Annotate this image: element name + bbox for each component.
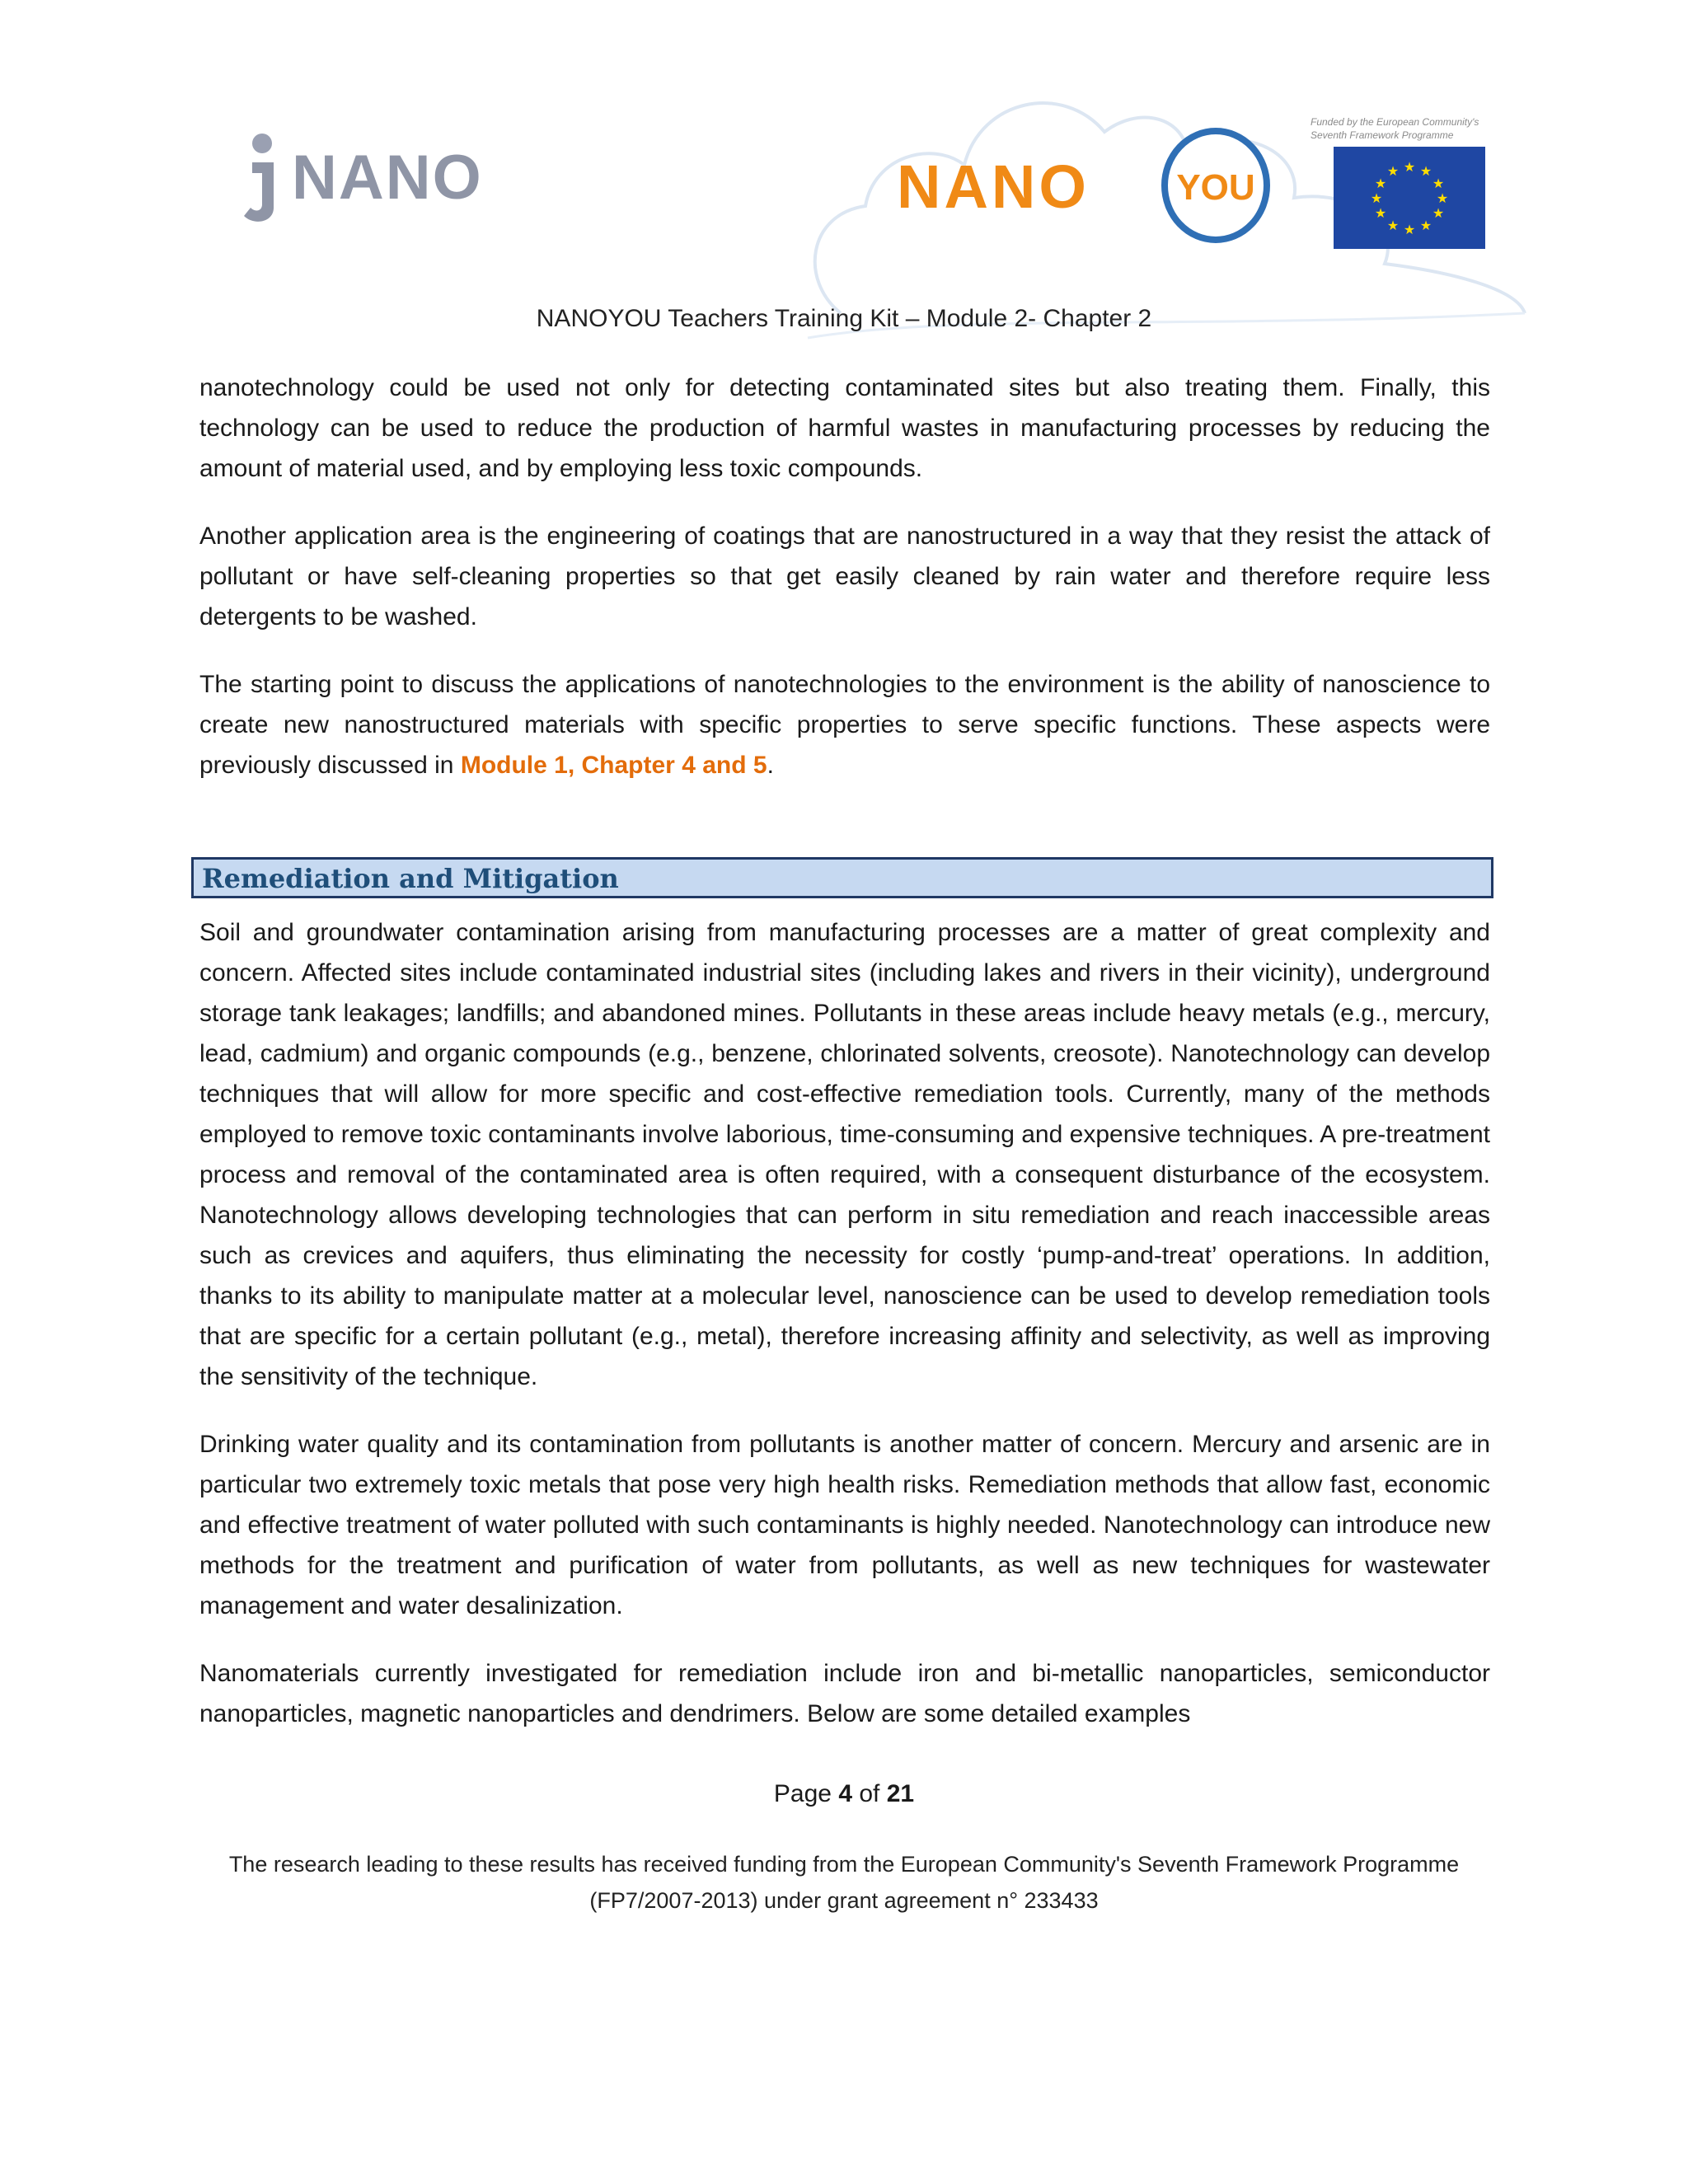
nanoyou-logo-text: NANO xyxy=(897,152,1090,221)
body-section-intro xyxy=(199,368,1490,813)
paragraph-2: Another application area is the engineering of coatings that are nanostructured in a way that they resist the attack of pollutant or have self-cleaning properties so that get easily cleaned by rain water and therefore require less detergents to be washed. xyxy=(199,523,1490,630)
section-heading-box xyxy=(191,857,1493,898)
page-total: 21 xyxy=(886,1780,915,1807)
page-prefix: Page xyxy=(773,1780,839,1807)
svg-text:★: ★ xyxy=(1386,218,1400,233)
inano-i-mark xyxy=(237,125,295,232)
eu-caption-line1: Funded by the European Community's xyxy=(1311,116,1479,128)
funding-line-1: The research leading to these results has received funding from the European Community's Seventh Framework Programme xyxy=(228,1852,1460,1877)
svg-text:★: ★ xyxy=(1436,190,1449,206)
nanoyou-you-text: YOU xyxy=(1176,167,1255,208)
body-section-remediation xyxy=(199,912,1490,1761)
paragraph-5: Drinking water quality and its contamination from pollutants is another matter of concern. Mercury and arsenic are in particular two extremely toxic metals that pose very high health risks. Remediation methods that allow fast, economic and effective treatment of water polluted with such contaminants is highly needed. Nanotechnology can introduce new methods for the treatment and purification of water from pollutants, as well as new techniques for wastewater management and water desalinization. xyxy=(199,1431,1490,1619)
eu-caption-line2: Seventh Framework Programme xyxy=(1311,129,1454,141)
paragraph-3 xyxy=(199,664,1490,785)
eu-flag-icon xyxy=(1334,147,1485,249)
svg-text:★: ★ xyxy=(1374,176,1387,191)
svg-text:★: ★ xyxy=(1432,176,1445,191)
paragraph-4: Soil and groundwater contamination arising from manufacturing processes are a matter of great complexity and concern. Affected sites include contaminated industrial sites (including lakes and rivers in their vicinity), underground storage tank leakages; landfills; and abandoned mines. Pollutants in these areas include heavy metals (e.g., mercury, lead, cadmium) and organic compounds (e.g., benzene, chlorinated solvents, creosote). Nanotechnology can develop techniques that will allow for more specific and cost-effective remediation tools. Currently, many of the methods employed to remove toxic contaminants involve laborious, time-consuming and expensive techniques. A pre-treatment process and removal of the contaminated area is often required, with a consequent disturbance of the ecosystem. Nanotechnology allows developing technologies that can perform in situ remediation and reach inaccessible areas such as crevices and aquifers, thus eliminating the necessity for costly ‘pump-and-treat’ operations. In addition, thanks to its ability to manipulate matter at a molecular level, nanoscience can be used to develop remediation tools that are specific for a certain pollutant (e.g., metal), therefore increasing affinity and selectivity, as well as improving the sensitivity of the technique. xyxy=(199,919,1490,1390)
eu-funding-caption xyxy=(1311,115,1492,142)
section-heading: Remediation and Mitigation xyxy=(202,863,619,894)
svg-text:★: ★ xyxy=(1419,218,1432,233)
inano-logo-text: NANO xyxy=(292,143,483,213)
svg-text:★: ★ xyxy=(1374,205,1387,221)
svg-text:★: ★ xyxy=(1419,163,1432,179)
paragraph-6: Nanomaterials currently investigated for remediation include iron and bi-metallic nanoparticles, semiconductor nanoparticles, magnetic nanoparticles and dendrimers. Below are some detailed examples xyxy=(199,1660,1490,1727)
svg-text:★: ★ xyxy=(1403,159,1416,175)
svg-text:★: ★ xyxy=(1370,190,1383,206)
module-reference-link[interactable]: Module 1, Chapter 4 and 5 xyxy=(460,752,767,779)
paragraph-1: nanotechnology could be used not only for detecting contaminated sites but also treating them. Finally, this technology can be used to reduce the production of harmful wastes in manufacturing processes by reducing the amount of material used, and by employing less toxic compounds. xyxy=(199,374,1490,482)
page-number xyxy=(0,1780,1688,1808)
page-of: of xyxy=(852,1780,887,1807)
page-header xyxy=(0,0,1688,346)
nanoyou-you-badge xyxy=(1154,124,1278,247)
running-header-title: NANOYOU Teachers Training Kit – Module 2- Chapter 2 xyxy=(536,305,1152,332)
svg-text:★: ★ xyxy=(1432,205,1445,221)
paragraph-3-text: The starting point to discuss the applications of nanotechnologies to the environment is the ability of nanoscience to create new nanostructured materials with specific properties to serve specific functions. These aspects were previously discussed in xyxy=(199,671,1490,779)
page-current: 4 xyxy=(838,1780,852,1807)
inano-logo xyxy=(237,125,509,232)
svg-text:★: ★ xyxy=(1386,163,1400,179)
funding-line-2: (FP7/2007-2013) under grant agreement n° 233433 xyxy=(589,1888,1099,1913)
svg-text:★: ★ xyxy=(1403,222,1416,237)
funding-footer xyxy=(165,1846,1523,1919)
paragraph-3-end: . xyxy=(767,752,774,779)
